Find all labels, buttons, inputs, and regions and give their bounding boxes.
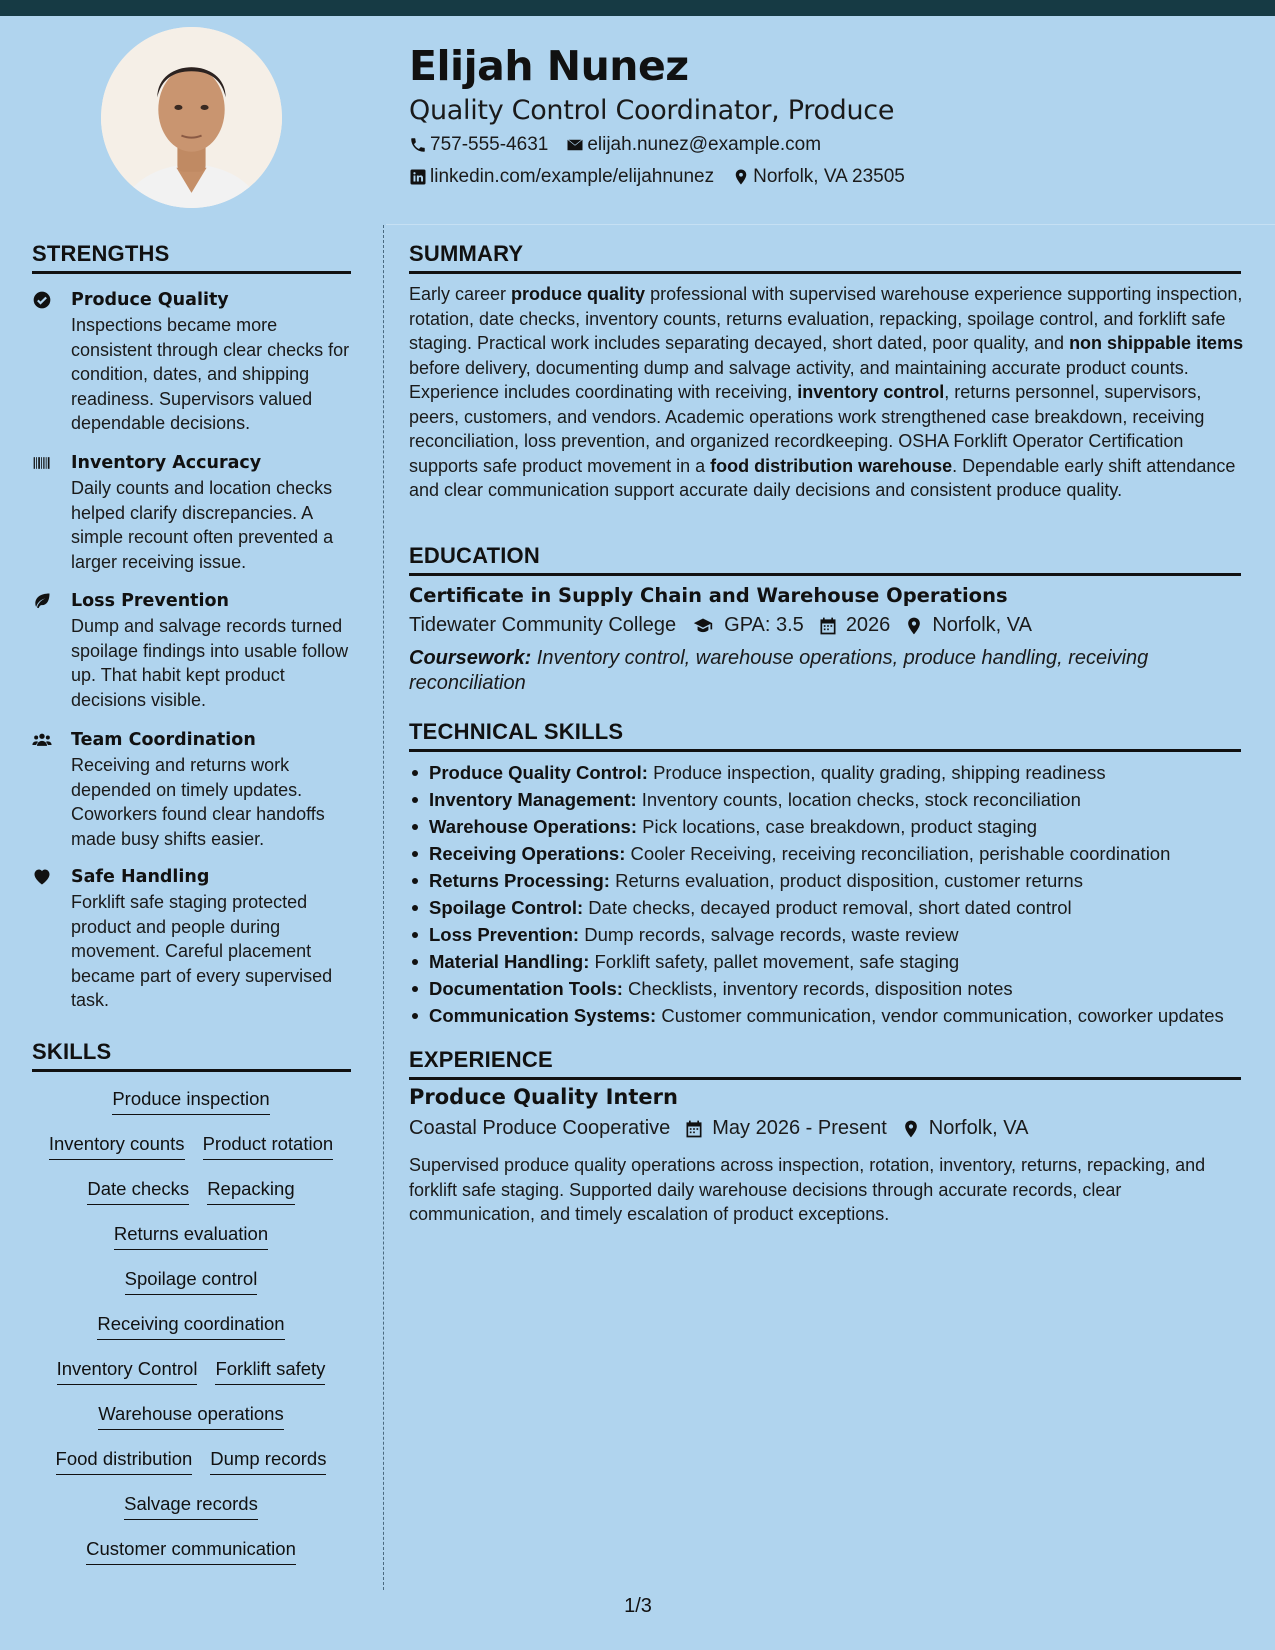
top-accent-bar [0, 0, 1275, 16]
phone-icon [409, 136, 427, 154]
technical-skill-item [409, 786, 1259, 813]
strength-item [32, 589, 352, 712]
skill-category: Receiving Operations: [429, 843, 626, 864]
skill-row [32, 1178, 350, 1205]
leaf-icon [32, 591, 52, 611]
skill-row [32, 1493, 350, 1520]
skill-chip: Dump records [210, 1448, 326, 1475]
education-heading: EDUCATION [409, 543, 1241, 576]
summary-text: . Dependable early shift attendance and clear communication support accurate daily decisions and consistent produce quality. [409, 455, 1236, 500]
skill-chip: Salvage records [124, 1493, 258, 1520]
summary-paragraph [409, 282, 1245, 503]
map-pin-icon [901, 1119, 921, 1139]
strength-item [32, 728, 352, 851]
company-name: Coastal Produce Cooperative [409, 1117, 671, 1139]
strength-description: Dump and salvage records turned spoilage findings into usable follow up. That habit kept product decisions visible. [71, 616, 349, 710]
strength-title: Loss Prevention [71, 591, 230, 611]
technical-skill-item [409, 975, 1259, 1002]
candidate-title: Quality Control Coordinator, Produce [409, 95, 895, 126]
summary-text: Early career [409, 284, 512, 304]
page-number: 1/3 [624, 1595, 652, 1617]
linkedin-text: linkedin.com/example/elijahnunez [430, 166, 715, 187]
envelope-icon [566, 136, 584, 154]
candidate-name: Elijah Nunez [409, 42, 689, 90]
strengths-heading: STRENGTHS [32, 241, 351, 274]
summary-text: professional with supervised warehouse experience supporting inspection, rotation, date checks, inventory counts, returns evaluation, repacking, spoilage control, and forklift safe staging. Practical work includes separating decayed, short dated, poor quality, and [409, 284, 1243, 353]
skill-details: Cooler Receiving, receiving reconciliation, perishable coordination [625, 843, 1171, 864]
summary-highlight: inventory control [797, 382, 945, 402]
skill-category: Inventory Management: [429, 789, 637, 810]
skill-chip: Inventory Control [57, 1358, 198, 1385]
strength-title: Inventory Accuracy [71, 453, 262, 473]
skill-category: Loss Prevention: [429, 924, 580, 945]
school-location: Norfolk, VA [932, 614, 1032, 636]
skill-chip: Receiving coordination [97, 1313, 284, 1340]
strength-description: Inspections became more consistent through clear checks for condition, dates, and shipping readiness. Supervisors valued dependable decisions. [71, 315, 350, 433]
skill-details: Customer communication, vendor communication, coworker updates [656, 1005, 1224, 1026]
calendar-icon [684, 1119, 704, 1139]
technical-skill-item [409, 1002, 1259, 1029]
users-icon [32, 730, 52, 750]
skill-details: Returns evaluation, product disposition, customer returns [609, 870, 1083, 891]
skill-chip: Inventory counts [49, 1133, 185, 1160]
contact-location [732, 166, 905, 188]
experience-meta [409, 1117, 1042, 1140]
technical-skill-item [409, 921, 1259, 948]
coursework-list: Inventory control, warehouse operations, produce handling, receiving reconciliation [409, 647, 1149, 694]
skill-row [32, 1403, 350, 1430]
coursework [409, 646, 1239, 696]
profile-photo-illustration [101, 27, 282, 208]
technical-skill-item [409, 948, 1259, 975]
contact-email[interactable] [566, 134, 821, 156]
technical-skill-item [409, 894, 1259, 921]
job-location: Norfolk, VA [928, 1117, 1029, 1139]
contact-row-1 [409, 134, 839, 156]
experience-heading: EXPERIENCE [409, 1047, 1241, 1080]
education-meta [409, 614, 1046, 637]
skill-chip: Warehouse operations [98, 1403, 283, 1430]
skill-category: Communication Systems: [429, 1005, 657, 1026]
email-text: elijah.nunez@example.com [587, 134, 822, 155]
heart-icon [32, 867, 52, 887]
technical-skill-item [409, 867, 1259, 894]
summary-highlight: produce quality [511, 284, 646, 304]
skill-row [32, 1268, 350, 1295]
strength-title: Safe Handling [71, 867, 210, 887]
technical-skill-item [409, 840, 1259, 867]
profile-photo [101, 27, 282, 208]
technical-skill-item [409, 759, 1259, 786]
graduation-cap-icon [690, 616, 716, 636]
skill-category: Spoilage Control: [429, 897, 584, 918]
check-circle-icon [32, 290, 52, 310]
skill-category: Returns Processing: [429, 870, 610, 891]
summary-highlight: food distribution warehouse [710, 455, 953, 476]
strength-description: Daily counts and location checks helped clarify discrepancies. A simple recount often prevented a larger receiving issue. [71, 478, 334, 572]
technical-skills-heading: TECHNICAL SKILLS [409, 719, 1241, 752]
column-divider [383, 225, 384, 1590]
job-role: Produce Quality Intern [409, 1085, 678, 1109]
technical-skills-list [409, 759, 1259, 1029]
skill-chip: Date checks [87, 1178, 189, 1205]
coursework-label: Coursework: [409, 647, 532, 669]
phone-text: 757-555-4631 [430, 134, 549, 155]
map-pin-icon [904, 616, 924, 636]
summary-text: before delivery, documenting dump and salvage activity, and maintaining accurate product counts. Experience includes coordinating with receiving, [409, 357, 1189, 402]
job-dates: May 2026 - Present [712, 1117, 887, 1139]
header-divider [386, 224, 1275, 225]
strength-description: Forklift safe staging protected product and people during movement. Careful placement became part of every supervised task. [71, 892, 333, 1010]
linkedin-icon [409, 168, 427, 186]
skill-details: Checklists, inventory records, disposition notes [622, 978, 1013, 999]
gpa-text: GPA: 3.5 [724, 614, 804, 636]
skill-row [32, 1223, 350, 1250]
school-name: Tidewater Community College [409, 614, 677, 636]
strength-title: Team Coordination [71, 730, 256, 750]
skill-chip: Spoilage control [125, 1268, 258, 1295]
skill-details: Pick locations, case breakdown, product staging [637, 816, 1038, 837]
skill-details: Date checks, decayed product removal, short dated control [583, 897, 1072, 918]
summary-heading: SUMMARY [409, 241, 1241, 274]
summary-highlight: non shippable items [1069, 333, 1244, 353]
degree-title: Certificate in Supply Chain and Warehouse Operations [409, 584, 1008, 607]
location-text: Norfolk, VA 23505 [753, 166, 905, 187]
graduation-year: 2026 [845, 614, 891, 636]
contact-row-2 [409, 166, 923, 188]
skill-row [32, 1088, 350, 1115]
skill-chip: Produce inspection [112, 1088, 269, 1115]
strength-item [32, 865, 352, 1013]
skill-chip: Forklift safety [215, 1358, 325, 1385]
calendar-icon [818, 616, 838, 636]
skill-details: Inventory counts, location checks, stock reconciliation [636, 789, 1081, 810]
skill-chip: Customer communication [86, 1538, 296, 1565]
contact-phone[interactable] [409, 134, 548, 156]
skill-category: Warehouse Operations: [429, 816, 637, 837]
skills-heading: SKILLS [32, 1039, 351, 1072]
map-pin-icon [732, 168, 750, 186]
contact-linkedin[interactable] [409, 166, 714, 188]
skill-row [32, 1538, 350, 1565]
skill-chip: Repacking [207, 1178, 294, 1205]
skill-row [32, 1448, 350, 1475]
strength-item [32, 451, 352, 574]
skill-row [32, 1133, 350, 1160]
technical-skill-item [409, 813, 1259, 840]
strength-description: Receiving and returns work depended on timely updates. Coworkers found clear handoffs made busy shifts easier. [71, 755, 325, 849]
skill-category: Material Handling: [429, 951, 590, 972]
skill-details: Produce inspection, quality grading, shipping readiness [647, 762, 1106, 783]
skill-row [32, 1313, 350, 1340]
skill-details: Forklift safety, pallet movement, safe staging [589, 951, 960, 972]
experience-description: Supervised produce quality operations across inspection, rotation, inventory, returns, repacking, and forklift safe staging. Supported daily warehouse decisions through accurate records, clear communication, and timely escalation of product exceptions. [409, 1155, 1206, 1224]
skill-chip: Returns evaluation [114, 1223, 268, 1250]
barcode-icon [32, 453, 52, 473]
skill-category: Documentation Tools: [429, 978, 623, 999]
strength-title: Produce Quality [71, 290, 229, 310]
strength-item [32, 288, 352, 436]
skill-row [32, 1358, 350, 1385]
skill-category: Produce Quality Control: [429, 762, 648, 783]
summary-text: , returns personnel, supervisors, peers, customers, and vendors. Academic operations work strengthened case breakdown, receiving reconciliation, loss prevention, and organized recordkeeping. OSHA Forklift Operator Certification supports safe product movement in a [409, 382, 1205, 476]
skill-chip: Product rotation [203, 1133, 334, 1160]
skill-chip: Food distribution [56, 1448, 193, 1475]
skill-details: Dump records, salvage records, waste review [579, 924, 959, 945]
